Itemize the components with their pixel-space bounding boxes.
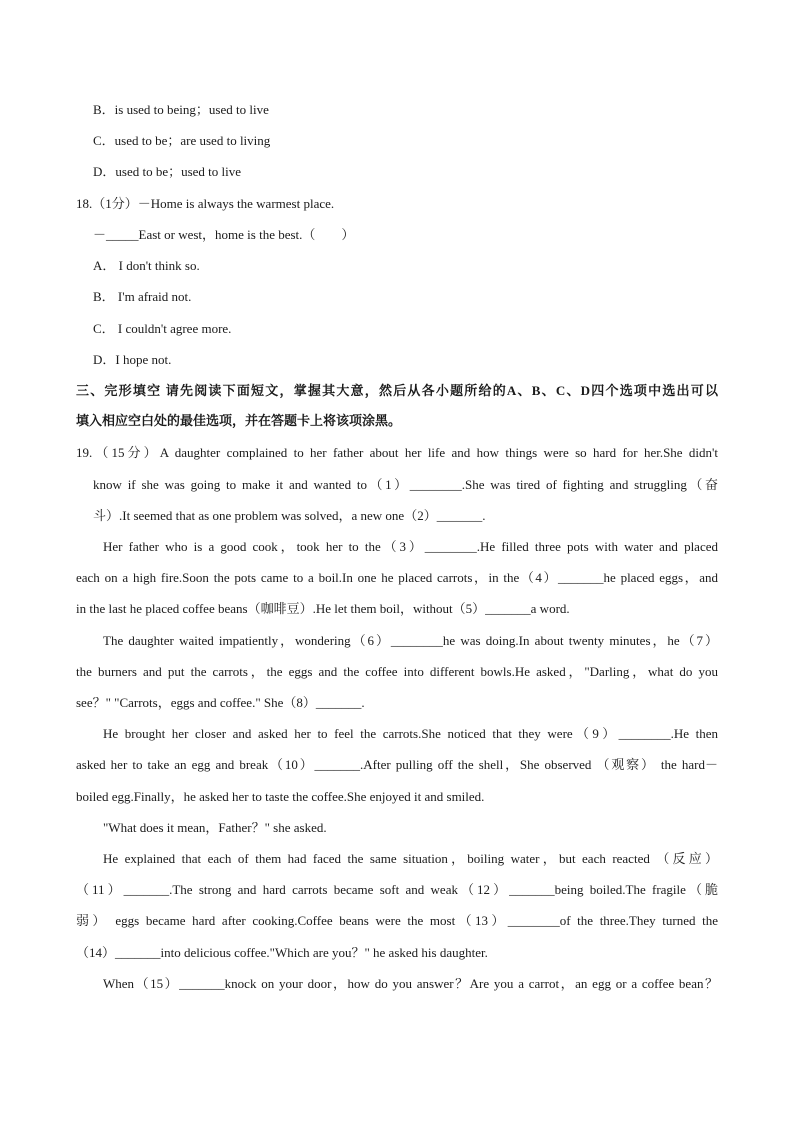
- q18-option-a: A． I don't think so.: [93, 258, 200, 273]
- passage-line: The daughter waited impatiently，wondering（6）________he was doing.In about twenty minutes，he（7）: [103, 633, 718, 648]
- passage-line: （14）_______into delicious coffee."Which are you？" he asked his daughter.: [76, 945, 488, 960]
- passage-line: When（15）_______knock on your door，how do you answer？Are you a carrot，an egg or a coffee bean？: [103, 976, 718, 991]
- passage-line: 斗）.It seemed that as one problem was solved，a new one（2）_______.: [93, 508, 486, 523]
- passage-line: （11）_______.The strong and hard carrots became soft and weak（12）_______being boiled.The fragile（脆: [76, 882, 718, 897]
- q17-option-c: C．used to be；are used to living: [93, 133, 271, 148]
- passage-line: see？" "Carrots，eggs and coffee." She（8）_______.: [76, 695, 365, 710]
- passage-line: boiled egg.Finally，he asked her to taste the coffee.She enjoyed it and smiled.: [76, 789, 485, 804]
- section-heading-line-2: 填入相应空白处的最佳选项，并在答题卡上将该项涂黑。: [76, 413, 402, 428]
- passage-line: know if she was going to make it and wanted to（1）________.She was tired of fighting and struggling（奋: [93, 477, 718, 492]
- q18-stem: 18.（1分）－Home is always the warmest place.: [76, 196, 335, 211]
- passage-line: He explained that each of them had faced the same situation，boiling water，but each reacted （反应）: [103, 851, 718, 866]
- passage-line: in the last he placed coffee beans（咖啡豆）.He let them boil，without（5）_______a word.: [76, 601, 570, 616]
- q17-option-d: D．used to be；used to live: [93, 164, 242, 179]
- passage-line: asked her to take an egg and break（10）_______.After pulling off the shell，She observed （观察） the hard－: [76, 757, 718, 772]
- passage-line: Her father who is a good cook，took her to the（3）________.He filled three pots with water and placed: [103, 539, 718, 554]
- q17-option-b: B．is used to being；used to live: [93, 102, 269, 117]
- passage-line: the burners and put the carrots，the eggs and the coffee into different bowls.He asked，"Darling，what do you: [76, 664, 718, 679]
- passage-line: He brought her closer and asked her to feel the carrots.She noticed that they were（9）________.He then: [103, 726, 718, 741]
- q18-option-d: D．I hope not.: [93, 352, 172, 367]
- passage-line: each on a high fire.Soon the pots came to a boil.In one he placed carrots，in the（4）_______he placed eggs，and: [76, 570, 718, 585]
- q18-option-b: B． I'm afraid not.: [93, 289, 192, 304]
- passage-line: 弱） eggs became hard after cooking.Coffee beans were the most（13）________of the three.They turned the: [76, 913, 718, 928]
- q18-reply: －_____East or west，home is the best.（ ）: [93, 227, 355, 242]
- section-heading-line-1: 三、完形填空 请先阅读下面短文，掌握其大意，然后从各小题所给的A、B、C、D四个选项中选出可以: [76, 383, 718, 398]
- passage-line: "What does it mean，Father？" she asked.: [103, 820, 327, 835]
- q18-option-c: C． I couldn't agree more.: [93, 321, 232, 336]
- passage-line: 19.（15分）A daughter complained to her father about her life and how things were so hard for her.She didn't: [76, 445, 718, 460]
